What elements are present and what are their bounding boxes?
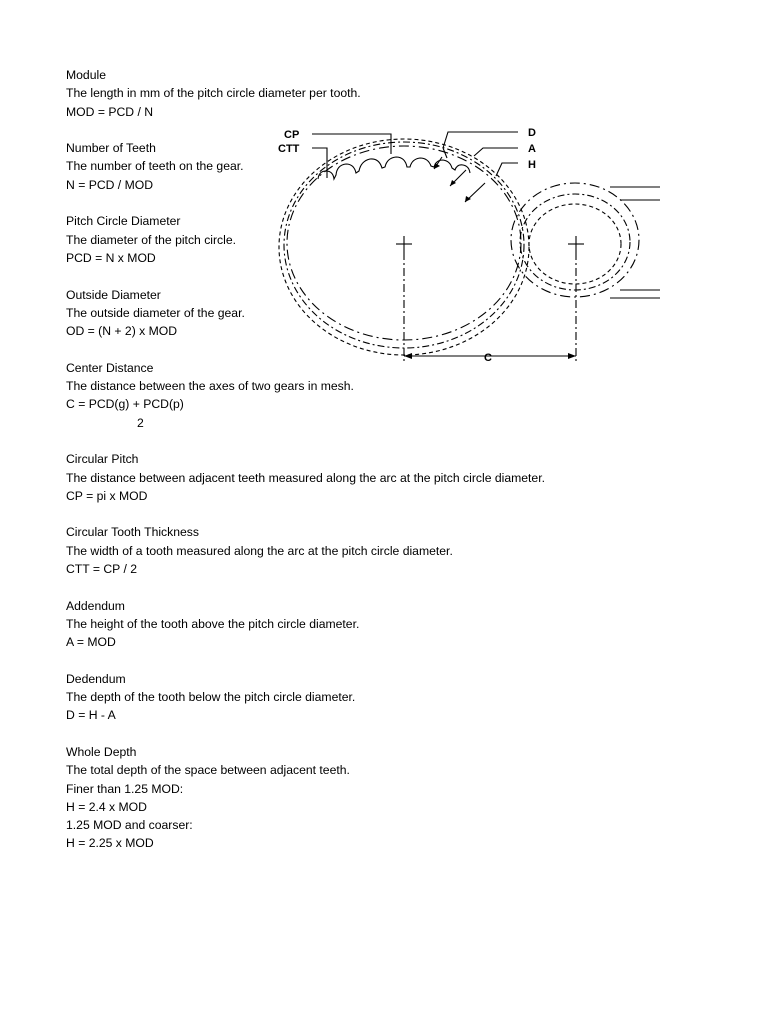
section-title: Outside Diameter	[66, 287, 161, 302]
section-description: The total depth of the space between adjacent teeth.	[66, 763, 350, 778]
label-h: H	[528, 159, 536, 171]
section-description: The height of the tooth above the pitch circle diameter.	[66, 616, 360, 631]
label-cp: CP	[284, 129, 300, 141]
section-formula: H = 2.4 x MOD	[66, 799, 147, 814]
section-title: Pitch Circle Diameter	[66, 214, 181, 229]
section-whole-depth	[66, 743, 686, 853]
section-formula: CP = pi x MOD	[66, 488, 148, 503]
section-description: The outside diameter of the gear.	[66, 305, 245, 320]
section-description: The depth of the tooth below the pitch circle diameter.	[66, 690, 356, 705]
section-addendum	[66, 597, 686, 670]
section-title: Circular Pitch	[66, 452, 139, 467]
section-formula: CTT = CP / 2	[66, 562, 138, 577]
label-a: A	[528, 143, 536, 155]
section-formula: PCD = N x MOD	[66, 250, 156, 265]
section-title: Whole Depth	[66, 744, 137, 759]
gear-teeth	[318, 157, 470, 179]
section-dedendum	[66, 670, 686, 743]
section-description: The width of a tooth measured along the arc at the pitch circle diameter.	[66, 543, 453, 558]
section-description: The length in mm of the pitch circle diameter per tooth.	[66, 86, 361, 101]
section-description: The distance between adjacent teeth measured along the arc at the pitch circle diameter.	[66, 470, 545, 485]
pinion-pitch-circle	[520, 194, 630, 290]
section-title: Addendum	[66, 598, 125, 613]
section-formula: N = PCD / MOD	[66, 177, 154, 192]
section-description: The number of teeth on the gear.	[66, 159, 244, 174]
section-formula: A = MOD	[66, 635, 116, 650]
section-description: The distance between the axes of two gears in mesh.	[66, 379, 354, 394]
section-formula: OD = (N + 2) x MOD	[66, 324, 178, 339]
section-formula: H = 2.25 x MOD	[66, 836, 154, 851]
section-center-distance	[66, 359, 686, 450]
section-title: Circular Tooth Thickness	[66, 525, 199, 540]
section-title: Module	[66, 68, 106, 82]
section-formula: 1.25 MOD and coarser:	[66, 818, 193, 833]
section-formula: Finer than 1.25 MOD:	[66, 781, 184, 796]
label-c: C	[484, 352, 492, 364]
section-title: Number of Teeth	[66, 141, 156, 156]
label-ctt: CTT	[278, 143, 300, 155]
section-description: The diameter of the pitch circle.	[66, 232, 237, 247]
section-formula: C = PCD(g) + PCD(p)	[66, 397, 184, 412]
formula-denominator: 2	[137, 415, 144, 430]
label-d: D	[528, 127, 536, 139]
section-circular-pitch	[66, 450, 686, 523]
section-circular-tooth-thickness	[66, 523, 686, 596]
section-formula: D = H - A	[66, 708, 116, 723]
section-formula: MOD = PCD / N	[66, 104, 154, 119]
section-title: Center Distance	[66, 360, 154, 375]
pinion-outside-circle	[511, 183, 639, 297]
section-title: Dedendum	[66, 671, 126, 686]
gear-diagram	[270, 120, 660, 370]
